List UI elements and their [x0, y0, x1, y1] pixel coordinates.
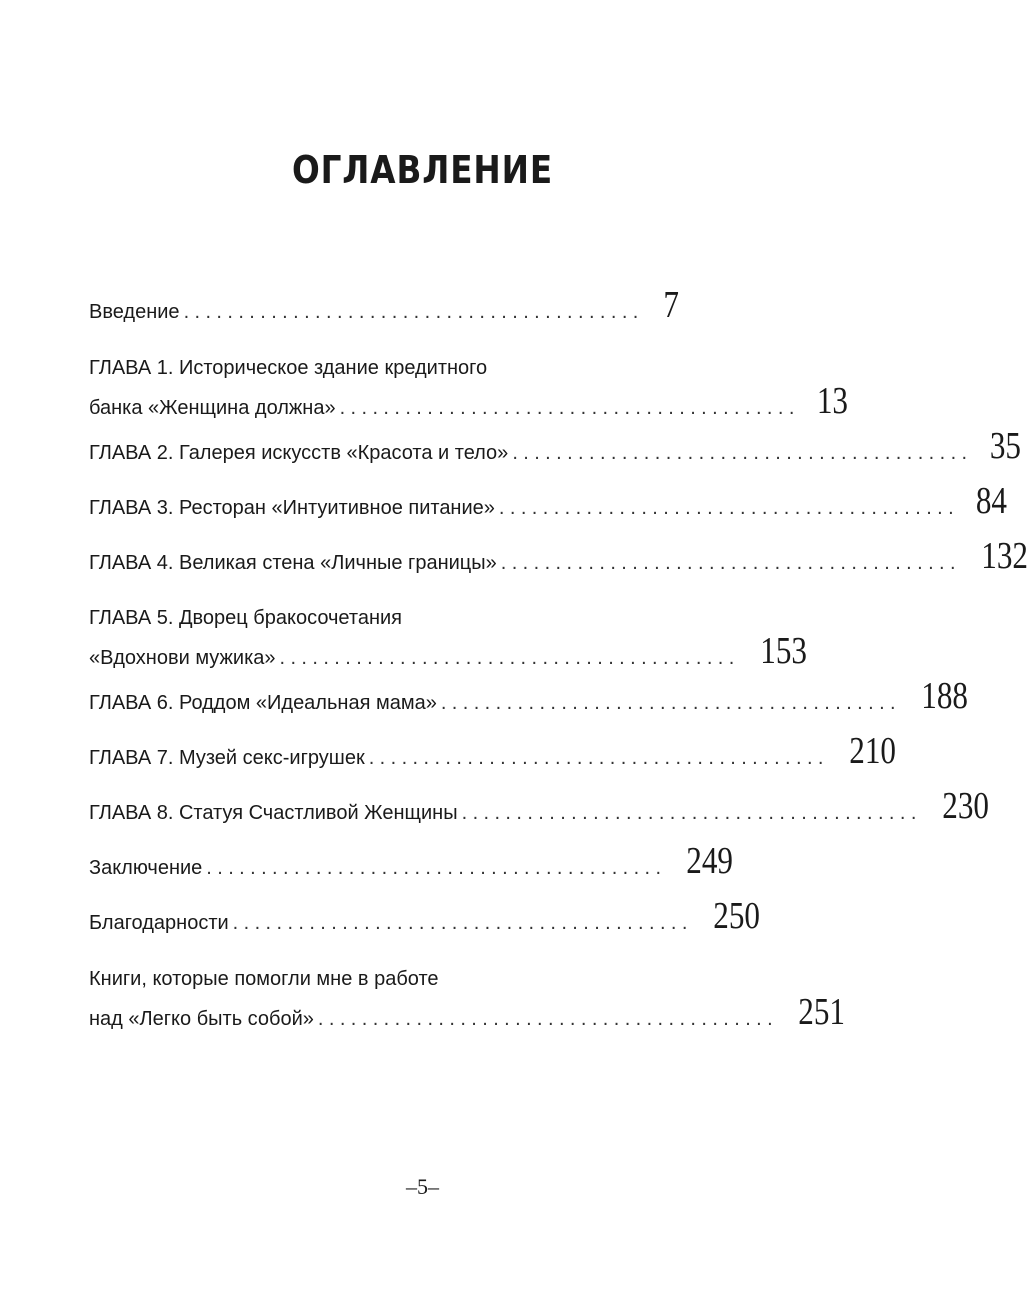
toc-entry[interactable]: [89, 895, 760, 937]
toc-entry[interactable]: [89, 286, 679, 324]
dot-leader: ..........................................: [461, 802, 922, 824]
toc-entry-title: «Вдохнови мужика»: [89, 647, 276, 669]
toc-entry-title: над «Легко быть собой»: [89, 1008, 314, 1030]
dot-leader: ..........................................: [440, 692, 902, 714]
dot-leader: ..........................................: [512, 442, 973, 464]
page-number-footer: –5–: [406, 1174, 439, 1199]
dot-leader: ..........................................: [368, 747, 829, 769]
toc-page-number: 250: [713, 895, 760, 937]
toc-page-number: 84: [975, 480, 1008, 522]
toc-entry-title: ГЛАВА 4. Великая стена «Личные границы»: [89, 552, 497, 574]
toc-entry[interactable]: [89, 480, 1008, 522]
dot-leader: ..........................................: [339, 397, 800, 419]
toc-entry[interactable]: [89, 730, 896, 772]
dot-leader: ..........................................: [206, 857, 667, 879]
toc-entry[interactable]: [89, 425, 1021, 467]
dot-leader: ..........................................: [183, 301, 644, 323]
toc-entry-title-line1: ГЛАВА 1. Историческое здание кредитного: [89, 357, 488, 379]
toc-page-number: 132: [981, 535, 1028, 577]
toc-entry[interactable]: [89, 535, 1028, 577]
dot-leader: ..........................................: [317, 1008, 779, 1030]
toc-entry[interactable]: [89, 840, 734, 882]
toc-page-number: 35: [989, 425, 1021, 467]
dot-leader: ..........................................: [498, 497, 960, 519]
toc-entry[interactable]: [89, 354, 848, 422]
toc-page-number: 13: [816, 380, 848, 422]
dot-leader: ..........................................: [279, 647, 740, 669]
dot-leader: ..........................................: [232, 912, 693, 934]
toc-entry-title: банка «Женщина должна»: [89, 397, 336, 419]
toc-entry-title: Введение: [89, 301, 180, 323]
toc-entry-title: ГЛАВА 8. Статуя Счастливой Женщины: [89, 802, 458, 824]
toc-entry-title-line1: ГЛАВА 5. Дворец бракосочетания: [89, 607, 402, 629]
toc-page-number: 153: [759, 630, 807, 672]
toc-entry[interactable]: [89, 675, 969, 717]
toc-entry[interactable]: [89, 604, 807, 672]
toc-entry-title: ГЛАВА 6. Роддом «Идеальная мама»: [89, 692, 437, 714]
toc-page-number: 249: [686, 840, 734, 882]
toc-entry-title-line1: Книги, которые помогли мне в работе: [89, 968, 439, 990]
toc-entry-title: Благодарности: [89, 912, 229, 934]
toc-entry-title: ГЛАВА 2. Галерея искусств «Красота и тело»: [89, 442, 509, 464]
dot-leader: ..........................................: [500, 552, 961, 574]
toc-page-number: 210: [849, 730, 896, 772]
toc-entry-title: ГЛАВА 7. Музей секс-игрушек: [89, 747, 365, 769]
page-title: ОГЛАВЛЕНИЕ: [291, 148, 554, 192]
toc-page-number: 230: [942, 785, 989, 827]
toc-entry[interactable]: [89, 785, 989, 827]
toc-page-number: 188: [921, 675, 969, 717]
toc-page-number: 7: [663, 284, 679, 326]
toc-entry-title: ГЛАВА 3. Ресторан «Интуитивное питание»: [89, 497, 495, 519]
table-of-contents: [89, 0, 1028, 1312]
toc-page-number: 251: [798, 991, 846, 1033]
toc-entry[interactable]: [89, 965, 846, 1033]
toc-entry-title: Заключение: [89, 857, 203, 879]
